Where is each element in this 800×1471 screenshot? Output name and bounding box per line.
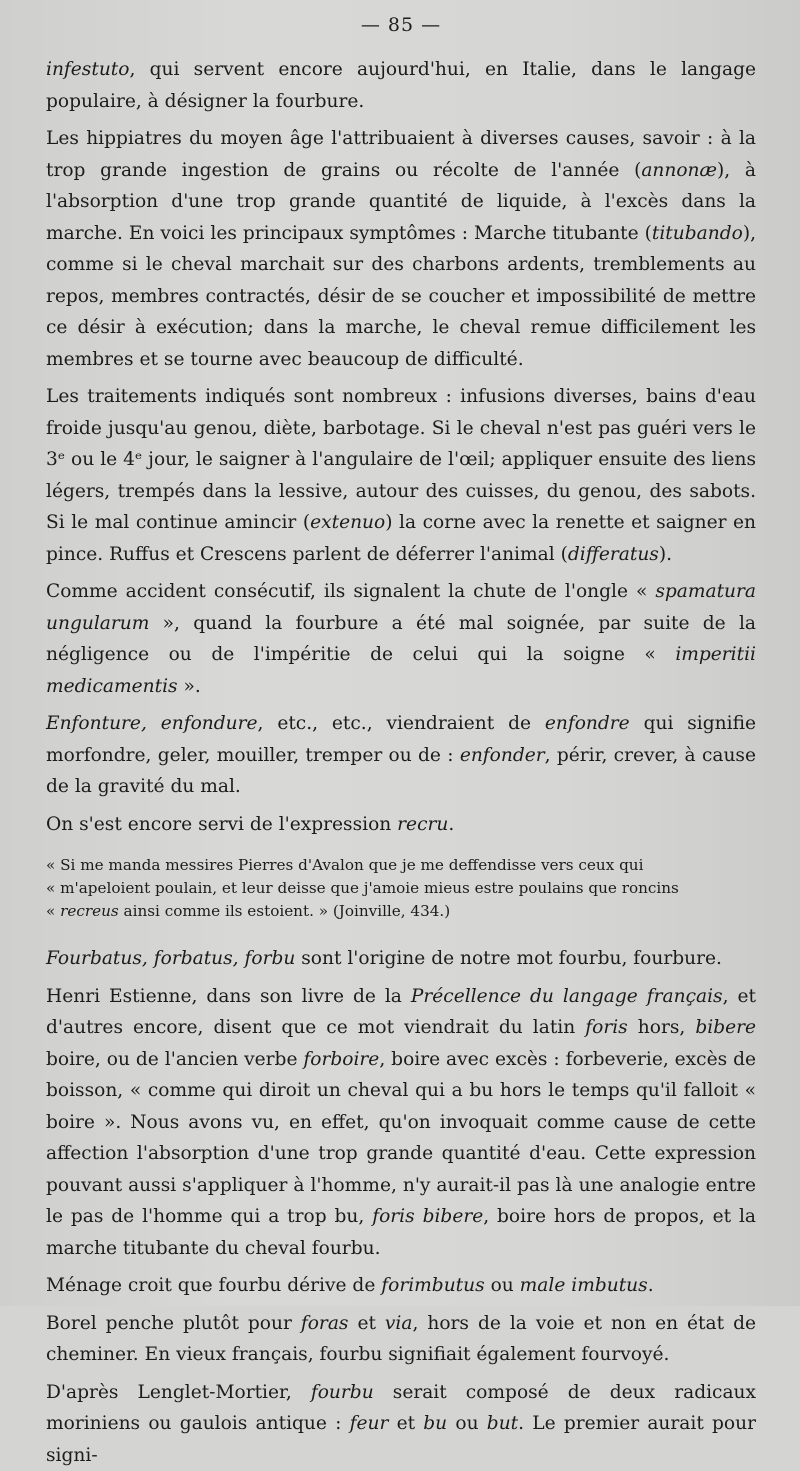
text-run: , boire avec excès : forbeverie, excès de boisson, « comme qui diroit un cheval qui a bu hors le temps qu'il falloit « boire ». Nous avons vu, en effet, qu'on invoquait comme cause de cette affection l'absorption d'une trop grande quantité d'eau. Cette expression pouvant aussi s'appliquer à l'homme, n'y aurait-il pas là une analogie entre le pas de l'homme qui a trop bu, [46,1049,756,1228]
body-text-before-quote [46,54,756,840]
paragraph [46,809,756,841]
quote-line [46,854,756,877]
italic-term: recreus [60,902,119,920]
italic-term: bibere [695,1017,756,1038]
text-run: Les hippiatres du moyen âge l'attribuaient à diverses causes, savoir : à la trop grande ingestion de grains ou récolte de l'année ( [46,128,756,181]
italic-term: male imbutus [520,1275,648,1296]
quote-line [46,900,756,923]
text-run: serait composé de deux radicaux moriniens ou gaulois antique : [46,1382,756,1435]
paragraph [46,1308,756,1371]
italic-term: foris bibere [372,1206,483,1227]
italic-term: enfondre [545,713,630,734]
italic-term: fourbu [311,1382,374,1403]
paragraph [46,943,756,975]
italic-term: recru [397,814,448,835]
text-run: , qui servent encore aujourd'hui, en Italie, dans le langage populaire, à désigner la fourbure. [46,59,756,112]
text-run: », quand la fourbure a été mal soignée, par suite de la négligence ou de l'impéritie de celui qui la soigne « [46,613,756,666]
text-run: ou [485,1275,520,1296]
text-run: D'après Lenglet-Mortier, [46,1382,311,1403]
text-run: « m'apeloient poulain, et leur deisse que j'amoie mieus estre poulains que roncins [46,879,679,897]
body-text-after-quote [46,943,756,1471]
text-run: « [46,902,60,920]
italic-term: Enfonture, enfondure [46,713,258,734]
quote-line [46,877,756,900]
italic-term: but [487,1413,518,1434]
text-run: Borel penche plutôt pour [46,1313,301,1334]
italic-term: extenuo [310,512,385,533]
text-run: . [648,1275,654,1296]
text-run: ainsi comme ils estoient. » (Joinville, 434.) [119,902,450,920]
paragraph [46,54,756,117]
italic-term: via [385,1313,413,1334]
paragraph [46,123,756,375]
page-number: — 85 — [46,14,756,36]
italic-term: differatus [568,544,659,565]
italic-term: forimbutus [381,1275,484,1296]
paragraph [46,381,756,570]
text-run: Les traitements indiqués sont nombreux : infusions diverses, bains d'eau froide jusqu'au genou, diète, barbotage. Si le cheval n'est pas guéri vers le 3ᵉ ou le 4ᵉ jour, le saigner à l'angulaire de l'œil; appliquer ensuite des liens légers, trempés dans la lessive, autour des cuisses, du genou, des sabots. Si le mal continue amincir ( [46,386,756,533]
paragraph [46,1270,756,1302]
text-run: Henri Estienne, dans son livre de la [46,986,411,1007]
text-run: , périr, crever, à cause de la gravité du mal. [46,745,756,798]
italic-term: bu [423,1413,447,1434]
text-run: et [388,1413,423,1434]
italic-term: foris [585,1017,627,1038]
paragraph [46,708,756,803]
text-run: ), comme si le cheval marchait sur des charbons ardents, tremblements au repos, membres contractés, désir de se coucher et impossibilité de mettre ce désir à exécution; dans la marche, le cheval remue difficilement les membres et se tourne avec beaucoup de difficulté. [46,223,756,370]
text-run: boire, ou de l'ancien verbe [46,1049,303,1070]
italic-term: enfonder [460,745,545,766]
text-run: , etc., etc., viendraient de [258,713,545,734]
italic-term: Précellence du langage français [411,986,723,1007]
italic-term: foras [301,1313,349,1334]
text-run: sont l'origine de notre mot fourbu, fourbure. [295,948,722,969]
italic-term: spamatura ungularum [46,581,756,634]
text-run: ), à l'absorption d'une trop grande quantité de liquide, à l'excès dans la marche. En voici les principaux symptômes : Marche titubante ( [46,160,756,244]
text-run: « Si me manda messires Pierres d'Avalon que je me deffendisse vers ceux qui [46,856,643,874]
italic-term: forboire [303,1049,379,1070]
text-run: qui signifie morfondre, geler, mouiller, tremper ou de : [46,713,756,766]
joinville-quotation [46,854,756,923]
text-run: , boire hors de propos, et la marche titubante du cheval fourbu. [46,1206,756,1259]
text-run: , et d'autres encore, disent que ce mot viendrait du latin [46,986,756,1039]
text-run: , hors de la voie et non en état de cheminer. En vieux français, fourbu signifiait également fourvoyé. [46,1313,756,1366]
text-run: Comme accident consécutif, ils signalent la chute de l'ongle « [46,581,655,602]
italic-term: imperitii medicamentis [46,644,756,697]
text-run: hors, [628,1017,696,1038]
text-run: ) la corne avec la renette et saigner en pince. Ruffus et Crescens parlent de déferrer l'animal ( [46,512,756,565]
text-run: ou [447,1413,487,1434]
text-run: On s'est encore servi de l'expression [46,814,397,835]
text-run: . Le premier aurait pour signi- [46,1413,756,1466]
paragraph [46,1377,756,1471]
text-run: Ménage croit que fourbu dérive de [46,1275,381,1296]
italic-term: annonæ [641,160,717,181]
italic-term: Fourbatus, forbatus, forbu [46,948,295,969]
text-run: et [348,1313,384,1334]
italic-term: titubando [652,223,743,244]
italic-term: infestuto [46,59,129,80]
text-run: . [448,814,454,835]
text-run: ). [659,544,672,565]
italic-term: feur [350,1413,389,1434]
paragraph [46,576,756,702]
paragraph [46,981,756,1265]
text-run: ». [178,676,201,697]
